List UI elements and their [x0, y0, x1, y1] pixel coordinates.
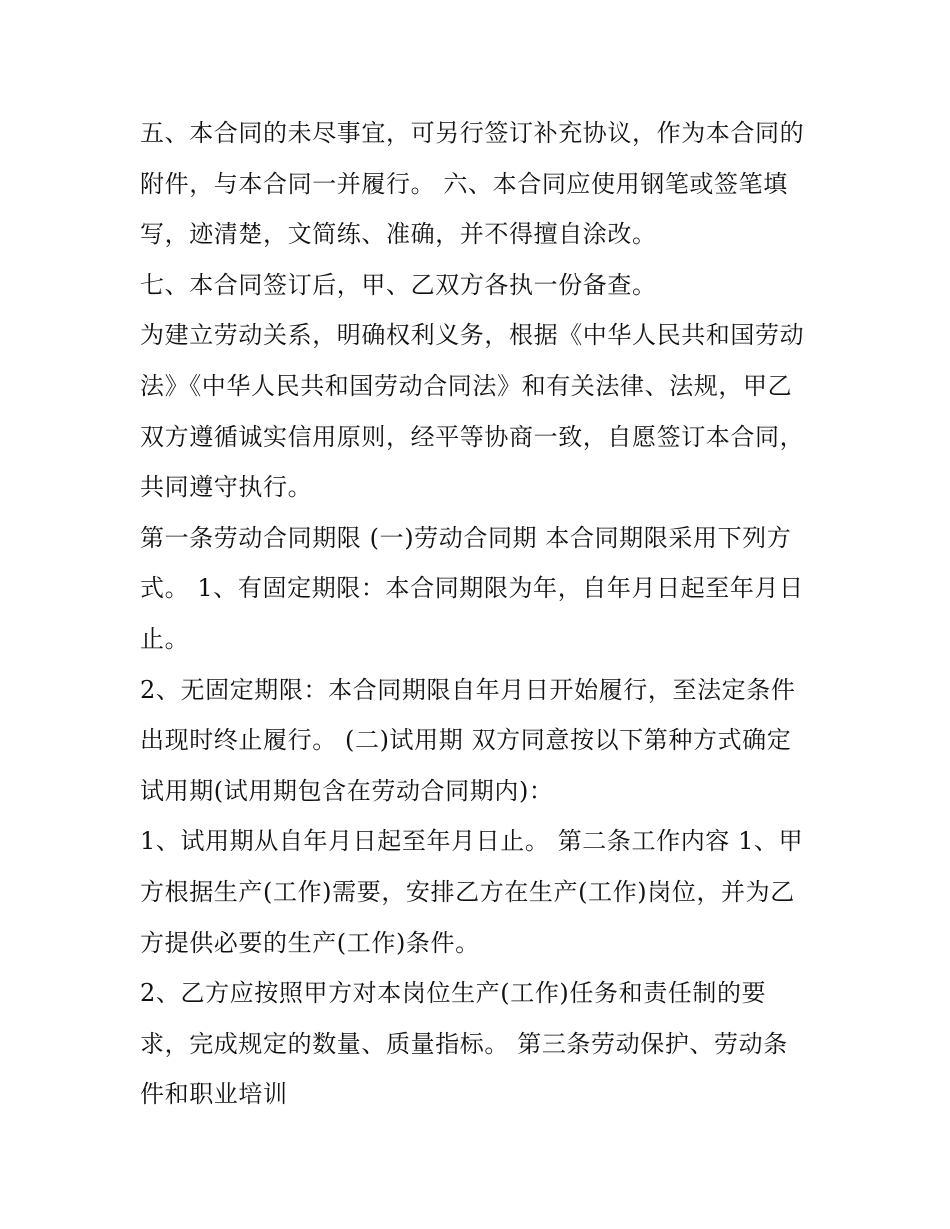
text-line: 出现时终止履行。 (二)试用期 双方同意按以下第种方式确定: [140, 726, 792, 755]
text-line: 求，完成规定的数量、质量指标。 第三条劳动保护、劳动条: [140, 1029, 788, 1058]
text-line: 共同遵守执行。: [140, 473, 313, 502]
text-line: 式。 1、有固定期限：本合同期限为年，自年月日起至年月日: [140, 574, 804, 603]
text-line: 止。: [140, 624, 190, 653]
text-line: 方根据生产(工作)需要，安排乙方在生产(工作)岗位，并为乙: [140, 877, 795, 906]
text-line: 法》《中华人民共和国劳动合同法》和有关法律、法规，甲乙: [140, 371, 793, 400]
text-line: 第一条劳动合同期限 (一)劳动合同期 本合同期限采用下列方: [140, 523, 792, 552]
text-line: 附件，与本合同一并履行。 六、本合同应使用钢笔或签笔填: [140, 169, 788, 198]
text-line: 七、本合同签订后，甲、乙双方各执一份备查。: [140, 270, 657, 299]
text-line: 双方遵循诚实信用原则，经平等协商一致，自愿签订本合同，: [140, 422, 805, 451]
text-line: 五、本合同的未尽事宜，可另行签订补充协议，作为本合同的: [140, 119, 805, 147]
text-line: 为建立劳动关系，明确权利义务，根据《中华人民共和国劳动: [140, 321, 805, 350]
text-line: 试用期(试用期包含在劳动合同期内)：: [140, 776, 554, 805]
text-line: 写，迹清楚，文简练、准确，并不得擅自涂改。: [140, 220, 657, 249]
text-line: 2、乙方应按照甲方对本岗位生产(工作)任务和责任制的要: [140, 979, 767, 1008]
document-body: [140, 108, 820, 1120]
text-line: 1、试用期从自年月日起至年月日止。 第二条工作内容 1、甲: [140, 827, 804, 856]
text-line: 方提供必要的生产(工作)条件。: [140, 928, 480, 957]
text-line: 件和职业培训: [140, 1080, 288, 1109]
text-line: 2、无固定期限：本合同期限自年月日开始履行，至法定条件: [140, 675, 796, 704]
